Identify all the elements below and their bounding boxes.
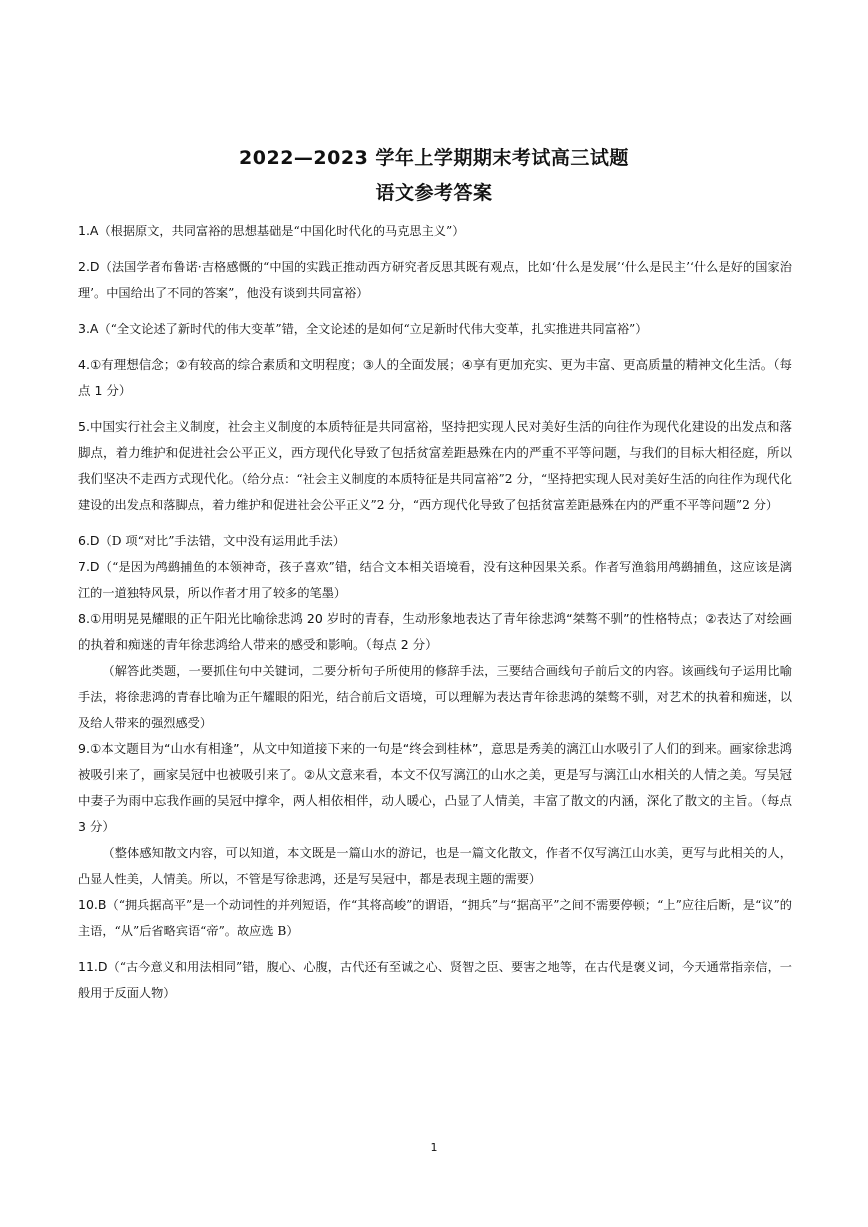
answer-number: 3.A bbox=[78, 321, 99, 336]
answer-analysis-8: （解答此类题，一要抓住句中关键词，二要分析句子所使用的修辞手法，三要结合画线句子前后文的内容。该画线句子运用比喻手法，将徐悲鸿的青春比喻为正午耀眼的阳光，结合前后文语境，可以理解为表达青年徐悲鸿的桀骜不驯，对艺术的执着和痴迷，以及给人带来的强烈感受） bbox=[78, 664, 792, 730]
answer-text: （根据原文，共同富裕的思想基础是“中国化时代化的马克思主义”） bbox=[98, 224, 465, 238]
page-number: 1 bbox=[430, 1141, 438, 1154]
answer-number: 7.D bbox=[78, 559, 100, 574]
answer-item-1 bbox=[78, 218, 792, 244]
answer-number: 11.D bbox=[78, 959, 108, 974]
answer-number: 9. bbox=[78, 741, 90, 756]
answer-text: （“拥兵据高平”是一个动词性的并列短语，作“其将高峻”的谓语，“拥兵”与“据高平”之间不需要停顿；“上”应往后断，是“议”的主语，“从”后省略宾语“帝”。故应选 B） bbox=[78, 898, 792, 938]
answer-item-2 bbox=[78, 254, 792, 306]
answer-text: 中国实行社会主义制度，社会主义制度的本质特征是共同富裕，坚持把实现人民对美好生活的向往作为现代化建设的出发点和落脚点，着力维护和促进社会公平正义，西方现代化导致了包括贫富差距悬殊在内的严重不平等问题，与我们的目标大相径庭，所以我们坚决不走西方式现代化。 bbox=[78, 419, 792, 486]
answer-list bbox=[78, 218, 792, 1006]
answer-item-10 bbox=[78, 892, 792, 944]
answer-text: ①用明晃晃耀眼的正午阳光比喻徐悲鸿 20 岁时的青春，生动形象地表达了青年徐悲鸿“桀骜不驯”的性格特点；②表达了对绘画的执着和痴迷的青年徐悲鸿给人带来的感受和影响。（每点 2 分） bbox=[78, 611, 792, 652]
answer-item-11 bbox=[78, 954, 792, 1006]
answer-number: 8. bbox=[78, 611, 90, 626]
document-subtitle: 语文参考答案 bbox=[375, 182, 493, 204]
answer-number: 6.D bbox=[78, 533, 100, 548]
answer-text: ①本文题目为“山水有相逢”，从文中知道接下来的一句是“终会到桂林”，意思是秀美的漓江山水吸引了人们的到来。画家徐悲鸿被吸引来了，画家吴冠中也被吸引来了。②从文意来看，本文不仅写漓江的山水之美，更是写与漓江山水相关的人情之美。写吴冠中妻子为雨中忘我作画的吴冠中撑伞，两人相依相伴，动人暖心，凸显了人情美，丰富了散文的内涵，深化了散文的主旨。（每点 3 分） bbox=[78, 741, 792, 834]
answer-number: 1.A bbox=[78, 223, 99, 238]
answer-scoring-note: （给分点：“社会主义制度的本质特征是共同富裕”2 分，“坚持把实现人民对美好生活的向往作为现代化建设的出发点和落脚点，着力维护和促进社会公平正义”2 分，“西方现代化导致了包括贫富差距悬殊在内的严重不平等问题”2 分） bbox=[78, 472, 792, 512]
answer-text: ①有理想信念；②有较高的综合素质和文明程度；③人的全面发展；④享有更加充实、更为丰富、更高质量的精神文化生活。（每点 1 分） bbox=[78, 357, 792, 398]
answer-number: 2.D bbox=[78, 259, 100, 274]
answer-text: （“全文论述了新时代的伟大变革”错，全文论述的是如何“立足新时代伟大变革，扎实推进共同富裕”） bbox=[98, 322, 648, 336]
answer-item-4 bbox=[78, 352, 792, 404]
answer-item-5 bbox=[78, 414, 792, 518]
answer-item-8 bbox=[78, 606, 792, 658]
answer-number: 10.B bbox=[78, 897, 107, 912]
answer-number: 5. bbox=[78, 419, 90, 434]
answer-analysis-9: （整体感知散文内容，可以知道，本文既是一篇山水的游记，也是一篇文化散文，作者不仅写漓江山水美，更写与此相关的人，凸显人性美，人情美。所以，不管是写徐悲鸿，还是写吴冠中，都是表现主题的需要） bbox=[78, 846, 792, 886]
answer-text: （“古今意义和用法相同”错，腹心、心腹，古代还有至诚之心、贤智之臣、要害之地等，在古代是褒义词，今天通常指亲信，一般用于反面人物） bbox=[78, 960, 792, 1000]
answer-item-3 bbox=[78, 316, 792, 342]
answer-text: （D 项“对比”手法错，文中没有运用此手法） bbox=[99, 534, 346, 548]
answer-item-6 bbox=[78, 528, 792, 554]
answer-text: （“是因为鸬鹚捕鱼的本领神奇，孩子喜欢”错，结合文本相关语境看，没有这种因果关系。作者写渔翁用鸬鹚捕鱼，这应该是漓江的一道独特风景，所以作者才用了较多的笔墨） bbox=[78, 560, 792, 600]
answer-item-9 bbox=[78, 736, 792, 840]
answer-item-7 bbox=[78, 554, 792, 606]
answer-number: 4. bbox=[78, 357, 90, 372]
document-title: 2022—2023 学年上学期期末考试高三试题 bbox=[239, 147, 629, 169]
answer-text: （法国学者布鲁诺·吉格感慨的“中国的实践正推动西方研究者反思其既有观点，比如‘什么是发展’‘什么是民主’‘什么是好的国家治理’。中国给出了不同的答案”，他没有谈到共同富裕） bbox=[78, 260, 792, 300]
